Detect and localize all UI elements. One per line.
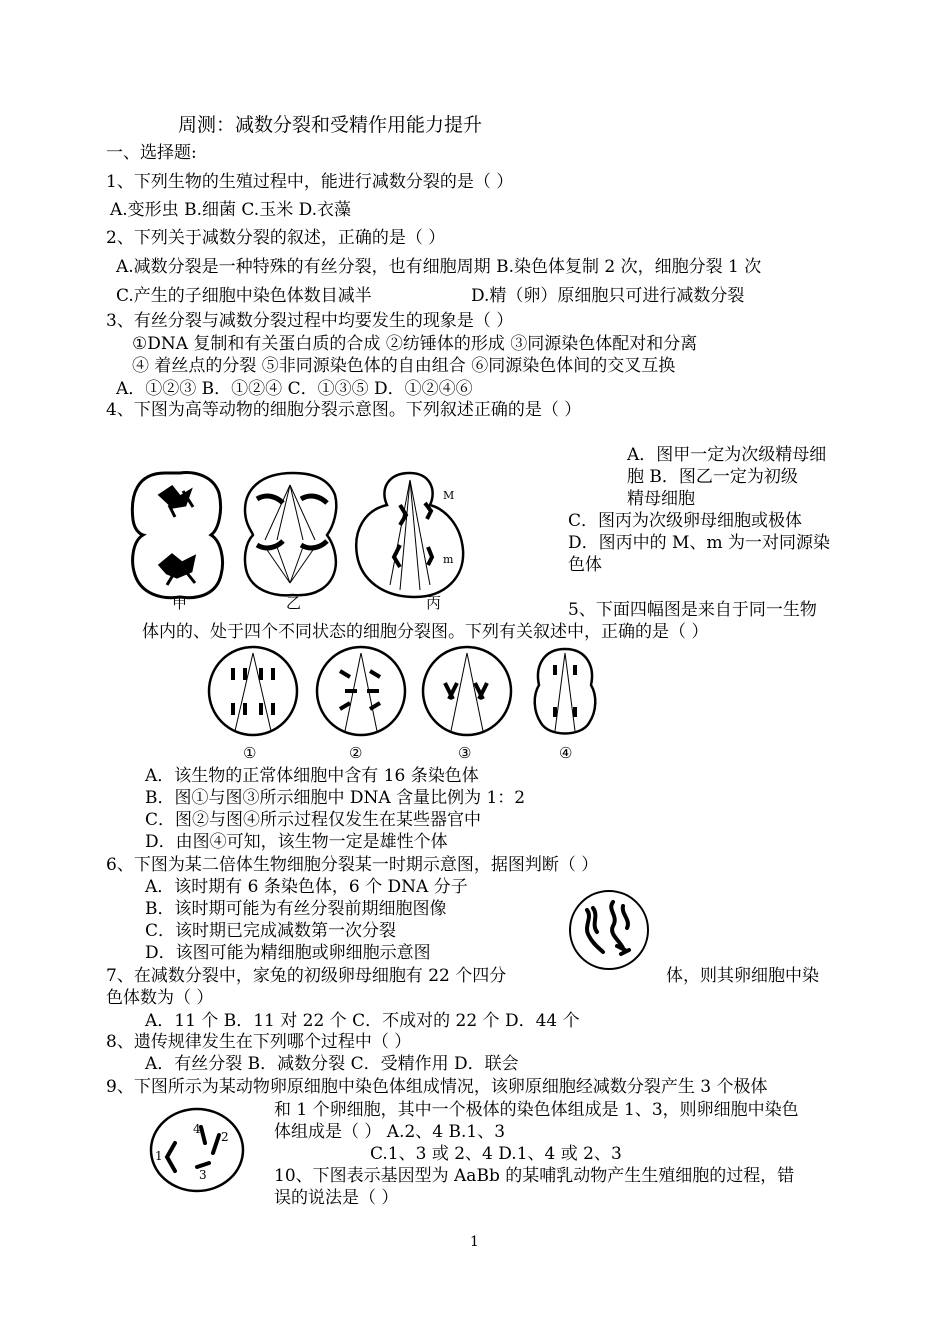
q10-stem-line2: 误的说法是（ ） [274, 1188, 399, 1208]
q9-stem-line4: C.1、3 或 2、4 D.1、4 或 2、3 [370, 1144, 622, 1164]
cell-4-image [535, 649, 596, 734]
q4-option-d-line1: D．图丙中的 M、m 为一对同源染 [568, 533, 830, 553]
q7-stem-c: 色体数为（ ） [106, 988, 214, 1008]
label-jia: 甲 [172, 594, 188, 612]
q5-stem-line1: 5、下面四幅图是来自于同一生物 [568, 600, 817, 620]
q10-stem-line1: 10、下图表示基因型为 AaBb 的某哺乳动物产生生殖细胞的过程，错 [274, 1166, 795, 1186]
label-m: m [443, 553, 454, 566]
q5-option-c: C．图②与图④所示过程仅发生在某些器官中 [145, 810, 482, 830]
q6-option-b: B．该时期可能为有丝分裂前期细胞图像 [145, 899, 447, 919]
q2-options-ab: A.减数分裂是一种特殊的有丝分裂，也有细胞周期 B.染色体复制 2 次，细胞分裂 1 次 [116, 257, 762, 277]
label-4: ④ [559, 744, 573, 762]
q3-options: A．①②③ B．①②④ C．①③⑤ D．①②④⑥ [116, 379, 473, 399]
q2-option-d: D.精（卵）原细胞只可进行减数分裂 [471, 286, 745, 306]
chromosome-label-1: 1 [155, 1149, 163, 1163]
q7-stem-a: 7、在减数分裂中，家兔的初级卵母细胞有 22 个四分 [106, 966, 507, 986]
q6-option-c: C．该时期已完成减数第一次分裂 [145, 921, 397, 941]
section-heading: 一、选择题: [106, 143, 197, 163]
label-yi: 乙 [286, 594, 302, 612]
q4-option-b-line3: 精母细胞 [627, 489, 695, 509]
q7-options: A．11 个 B．11 对 22 个 C．不成对的 22 个 D．44 个 [145, 1011, 580, 1031]
label-bing: 丙 [426, 594, 442, 612]
q6-option-d: D．该图可能为精细胞或卵细胞示意图 [145, 943, 431, 963]
q5-option-d: D．由图④可知，该生物一定是雄性个体 [145, 832, 448, 852]
chromosome-label-3: 3 [199, 1168, 207, 1182]
q1-options: A.变形虫 B.细菌 C.玉米 D.衣藻 [110, 200, 352, 220]
q5-figure [205, 643, 605, 743]
q5-option-b: B．图①与图③所示细胞中 DNA 含量比例为 1：2 [145, 788, 526, 808]
q2-option-c: C.产生的子细胞中染色体数目减半 [116, 286, 372, 306]
q9-stem-line2: 和 1 个卵细胞，其中一个极体的染色体组成是 1、3，则卵细胞中染色 [274, 1100, 799, 1120]
label-3: ③ [458, 744, 472, 762]
q5-option-a: A．该生物的正常体细胞中含有 16 条染色体 [145, 766, 479, 786]
q4-option-a-line2: 胞 B．图乙一定为初级 [627, 467, 798, 487]
chromosome-label-4: 4 [193, 1122, 201, 1136]
chromosome-label-2: 2 [221, 1130, 229, 1144]
q4-option-d-line2: 色体 [568, 555, 602, 575]
q9-stem-line1: 9、下图所示为某动物卵原细胞中染色体组成情况，该卵原细胞经减数分裂产生 3 个极体 [106, 1077, 768, 1097]
q4-option-a-line1: A．图甲一定为次级精母细 [627, 445, 827, 465]
q8-options: A．有丝分裂 B．减数分裂 C．受精作用 D．联会 [145, 1054, 519, 1074]
cell-1-image [209, 647, 297, 735]
q6-cell-image [567, 888, 651, 972]
cell-3-image [423, 647, 511, 735]
q3-stem: 3、有丝分裂与减数分裂过程中均要发生的现象是（ ） [106, 311, 514, 331]
q3-items-line1: ①DNA 复制和有关蛋白质的合成 ②纺锤体的形成 ③同源染色体配对和分离 [132, 334, 698, 354]
label-1: ① [243, 744, 257, 762]
q7-stem-b: 体，则其卵细胞中染 [666, 966, 819, 986]
cell-yi-image [245, 473, 336, 595]
page-title: 周测：减数分裂和受精作用能力提升 [178, 114, 483, 136]
q4-stem: 4、下图为高等动物的细胞分裂示意图。下列叙述正确的是（ ） [106, 400, 582, 420]
q5-stem-line2: 体内的、处于四个不同状态的细胞分裂图。下列有关叙述中，正确的是（ ） [142, 622, 709, 642]
q6-option-a: A．该时期有 6 条染色体，6 个 DNA 分子 [145, 877, 468, 897]
page-number: 1 [470, 1234, 479, 1250]
cell-2-image [317, 647, 405, 735]
label-M: M [443, 489, 455, 502]
q1-stem: 1、下列生物的生殖过程中，能进行减数分裂的是（ ） [106, 172, 514, 192]
cell-jia-image [132, 473, 222, 598]
q9-stem-line3: 体组成是（ ） A.2、4 B.1、3 [274, 1122, 506, 1142]
q2-stem: 2、下列关于减数分裂的叙述，正确的是（ ） [106, 228, 446, 248]
q4-option-c: C．图丙为次级卵母细胞或极体 [568, 511, 803, 531]
q9-cell-image [145, 1105, 245, 1195]
q6-stem: 6、下图为某二倍体生物细胞分裂某一时期示意图，据图判断（ ） [106, 855, 599, 875]
label-2: ② [349, 744, 363, 762]
q8-stem: 8、遗传规律发生在下列哪个过程中（ ） [106, 1032, 412, 1052]
q3-items-line2: ④ 着丝点的分裂 ⑤非同源染色体的自由组合 ⑥同源染色体间的交叉互换 [132, 356, 676, 376]
